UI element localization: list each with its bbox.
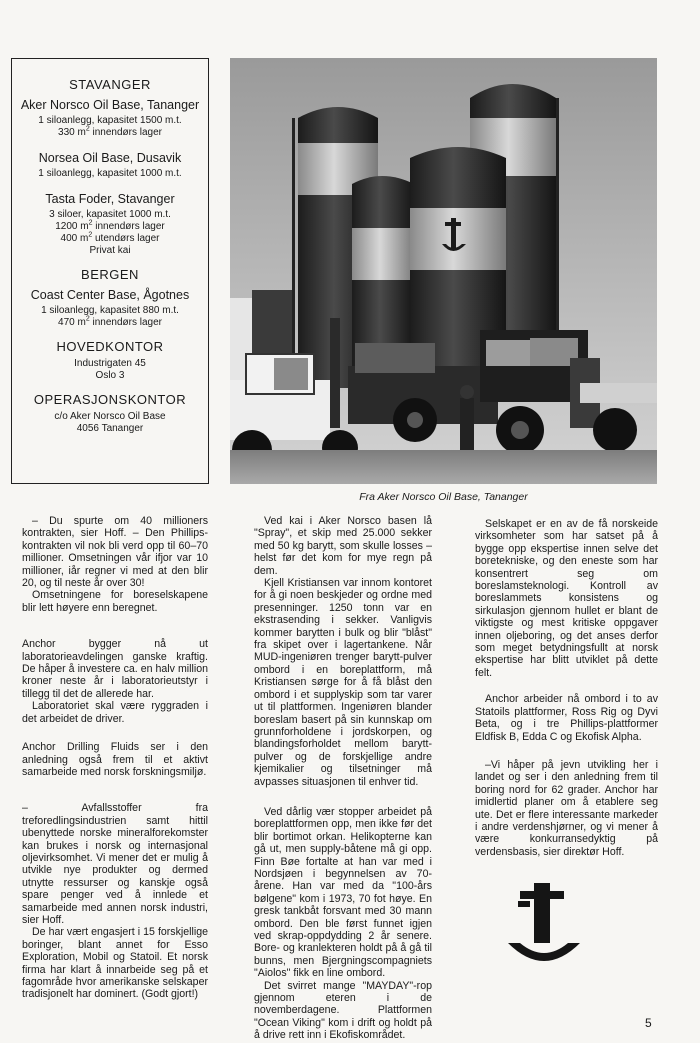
paragraph: De har vært engasjert i 15 forskjellige boringer, blant annet for Esso Exploration, Mobil og Statoil. Et norsk firma har klart å innarbeide seg på et fagområde hvor amerikanske selskaper tradisjonelt har dominert. (Godt gjort!) (22, 926, 208, 1001)
paragraph: Anchor Drilling Fluids ser i den anledning også frem til et aktivt samarbeide med norsk forskningsmiljø. (22, 741, 208, 778)
silo-photo-illustration (230, 58, 657, 484)
tasta-line-3: 400 $m^2$ utendørs lager (60, 231, 160, 244)
paragraph: Anchor bygger nå ut laboratorieavdelingen ganske kraftig. De håper å investere ca. en halv million kroner neste år i laboratorieutstyr i tillegg til det de allerede har. (22, 638, 208, 700)
paragraph: Det svirret mange "MAYDAY"-rop gjennom eteren i de novemberdagene. Plattformen "Ocean Viking" kom i drift og holdt på å drive rett inn i Ekofiskområdet. (254, 979, 432, 1042)
hk-line-1: Industrigaten 45 (74, 358, 146, 369)
paragraph: –Vi håper på jevn utvikling her i landet og ser i den anledning frem til boring nord for 62 grader. Anchor har imidlertid planer om å etablere seg ute. Det er flere interessante markeder i andre verdenshjørner, og vi mener å være konkurransedyktig på verdensbasis, sier direktør Hoff. (475, 758, 658, 858)
site-aker: Aker Norsco Oil Base, Tananger (20, 98, 200, 112)
heading-hovedkontor: HOVEDKONTOR (56, 339, 164, 354)
anchor-logo-icon (508, 883, 580, 971)
tasta-line-4: Privat kai (89, 245, 131, 256)
photo-caption: Fra Aker Norsco Oil Base, Tananger (359, 491, 528, 503)
aker-line-1: 1 siloanlegg, kapasitet 1500 m.t. (38, 115, 182, 126)
paragraph: Omsetningene for boreselskapene blir lett høyere enn beregnet. (22, 589, 208, 614)
paragraph: Laboratoriet skal være ryggraden i det arbeidet de driver. (22, 700, 208, 725)
paragraph: – Avfallsstoffer fra treforedlingsindustrien samt hittil ubenyttede norske mineralforekomster kan brukes i norsk og internasjonal oljevirksomhet. Vi mener det er mulig å utvikle nye produkter og dermed utnytte ressurser og kanskje også spare penger ved å innlede et samarbeide med annen norsk industri, sier Hoff. (22, 802, 208, 926)
paragraph: Selskapet er en av de få norskeide virksomheter som har satset på å bygge opp ekspertise innen selve det boretekniske, og den eneste som har konsentrert seg om boreslamsteknologi. Kontroll av boreslammets konsistens og sirkulasjon gjennom hullet er blant de viktigste og mest kritiske oppgaver innen oljeboring, og det anses derfor som meget betydningsfullt at norsk ekspertise har blitt utviklet på dette felt. (475, 518, 658, 679)
paragraph: – Du spurte om 40 millioners kontrakten, sier Hoff. – Den Phillips-kontrakten vil nok bli verd opp til 60–70 millioner. Omsetningen vår ifjor var 10 millioner, iår regner vi med at den blir 20, og til neste år over 30! (22, 515, 208, 590)
site-norsea: Norsea Oil Base, Dusavik (38, 151, 182, 165)
paragraph: Ved dårlig vær stopper arbeidet på boreplattformen opp, men ikke før det blir bortimot orkan. Helikopterne kan gå ut, men supply-båtene må gi opp. Finn Bøe fortalte at han var med i Nordsjøen i begynnelsen av 70-årene. Han var med da "100-års bølgene" kom i 1973, 70 fot høye. En gresk tankbåt forsvant med 30 mann ombord. Den ble først funnet igjen ved skrap-oppdydding 2 år senere. Bore- og kranlekteren holdt på å gå til bunns, men Bjergningscompagniets "Aiolos" fikk en line ombord. (254, 805, 432, 980)
article-column-3 (475, 518, 658, 858)
norsea-line-1: 1 siloanlegg, kapasitet 1000 m.t. (38, 168, 182, 179)
hk-line-2: Oslo 3 (95, 370, 125, 381)
site-coast: Coast Center Base, Ågotnes (30, 288, 190, 302)
aker-line-2: 330 $m^2$ innendørs lager (58, 125, 162, 138)
paragraph: Ved kai i Aker Norsco basen lå "Spray", et skip med 25.000 sekker med 50 kg barytt, som skulle losses – helst før det kom for mye regn på dem. (254, 515, 432, 577)
heading-bergen: BERGEN (81, 267, 139, 282)
silo-photo (230, 58, 657, 484)
article-column-2 (254, 515, 432, 1042)
tasta-line-1: 3 siloer, kapasitet 1000 m.t. (49, 209, 171, 220)
tasta-line-2: 1200 $m^2$ innendørs lager (55, 219, 165, 232)
page-number: 5 (645, 1016, 652, 1030)
info-box (11, 58, 209, 484)
site-tasta: Tasta Foder, Stavanger (45, 192, 175, 206)
coast-line-2: 470 $m^2$ innendørs lager (58, 315, 162, 328)
heading-stavanger: STAVANGER (69, 77, 151, 92)
op-line-1: c/o Aker Norsco Oil Base (54, 411, 166, 422)
article-column-1 (22, 515, 208, 1001)
heading-operasjonskontor: OPERASJONSKONTOR (33, 392, 187, 407)
paragraph: Anchor arbeider nå ombord i to av Statoils plattformer, Ross Rig og Dyvi Beta, og i tre Phillips-plattformer Eldfisk B, Edda C og Ekofisk Alpha. (475, 693, 658, 743)
paragraph: Kjell Kristiansen var innom kontoret for å gi noen beskjeder og ordne med presenninger. 1250 tonn var en ekstrasending i sekker. Vanligvis kommer barytten i bulk og blir "blåst" fra skipet over i lagertankene. Når MUD-ingeniøren trenger barytt-pulver ombord i en boreplattform, må Kristiansen sørge for å få blåst den ombord i et supplyskip som tar varer ut til plattformen. Ingeniøren blander boreslam basert på sin kunnskap om grunnforholdene i jordskorpen, og blandingsforholdet mellom barytt-pulver og de forskjellige andre kjemikalier og tilsetninger må avpasses situasjonen til enhver tid. (254, 577, 432, 788)
op-line-2: 4056 Tananger (76, 423, 144, 434)
coast-line-1: 1 siloanlegg, kapasitet 880 m.t. (41, 305, 179, 316)
